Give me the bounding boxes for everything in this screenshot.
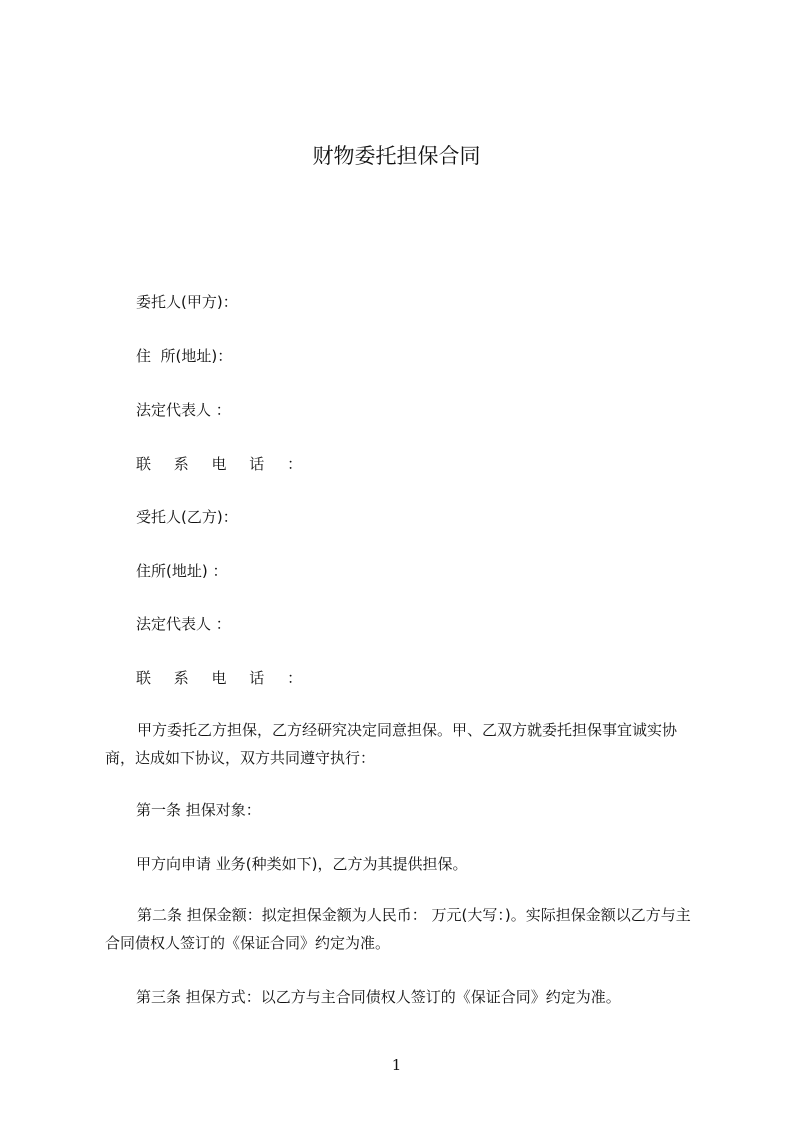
article-3-paragraph: 第三条 担保方式：以乙方与主合同债权人签订的《保证合同》约定为准。 xyxy=(136,988,621,1006)
article-1-heading: 第一条 担保对象： xyxy=(136,801,261,819)
document-title: 财物委托担保合同 xyxy=(312,144,481,168)
party-b-name-label: 受托人(乙方)： xyxy=(136,508,238,526)
preamble-paragraph: 甲方委托乙方担保，乙方经研究决定同意担保。甲、乙双方就委托担保事宜诚实协商，达成如下协议，双方共同遵守执行： xyxy=(105,721,678,767)
party-a-phone-label: 联 系 电 话 ： xyxy=(136,455,312,473)
article-2-paragraph: 第二条 担保金额：拟定担保金额为人民币： 万元(大写：)。实际担保金额以乙方与主合同债权人签订的《保证合同》约定为准。 xyxy=(105,906,691,952)
party-a-address-label: 住 所(地址)： xyxy=(136,347,233,365)
party-b-representative-label: 法定代表人 ： xyxy=(136,615,231,633)
page-number: 1 xyxy=(391,1056,402,1074)
party-b-phone-label: 联 系 电 话 ： xyxy=(136,669,312,687)
party-a-representative-label: 法定代表人 ： xyxy=(136,401,231,419)
article-1-body: 甲方向申请 业务(种类如下)，乙方为其提供担保。 xyxy=(136,855,468,873)
party-a-name-label: 委托人(甲方)： xyxy=(136,293,238,311)
party-b-address-label: 住所(地址) ： xyxy=(136,562,228,580)
